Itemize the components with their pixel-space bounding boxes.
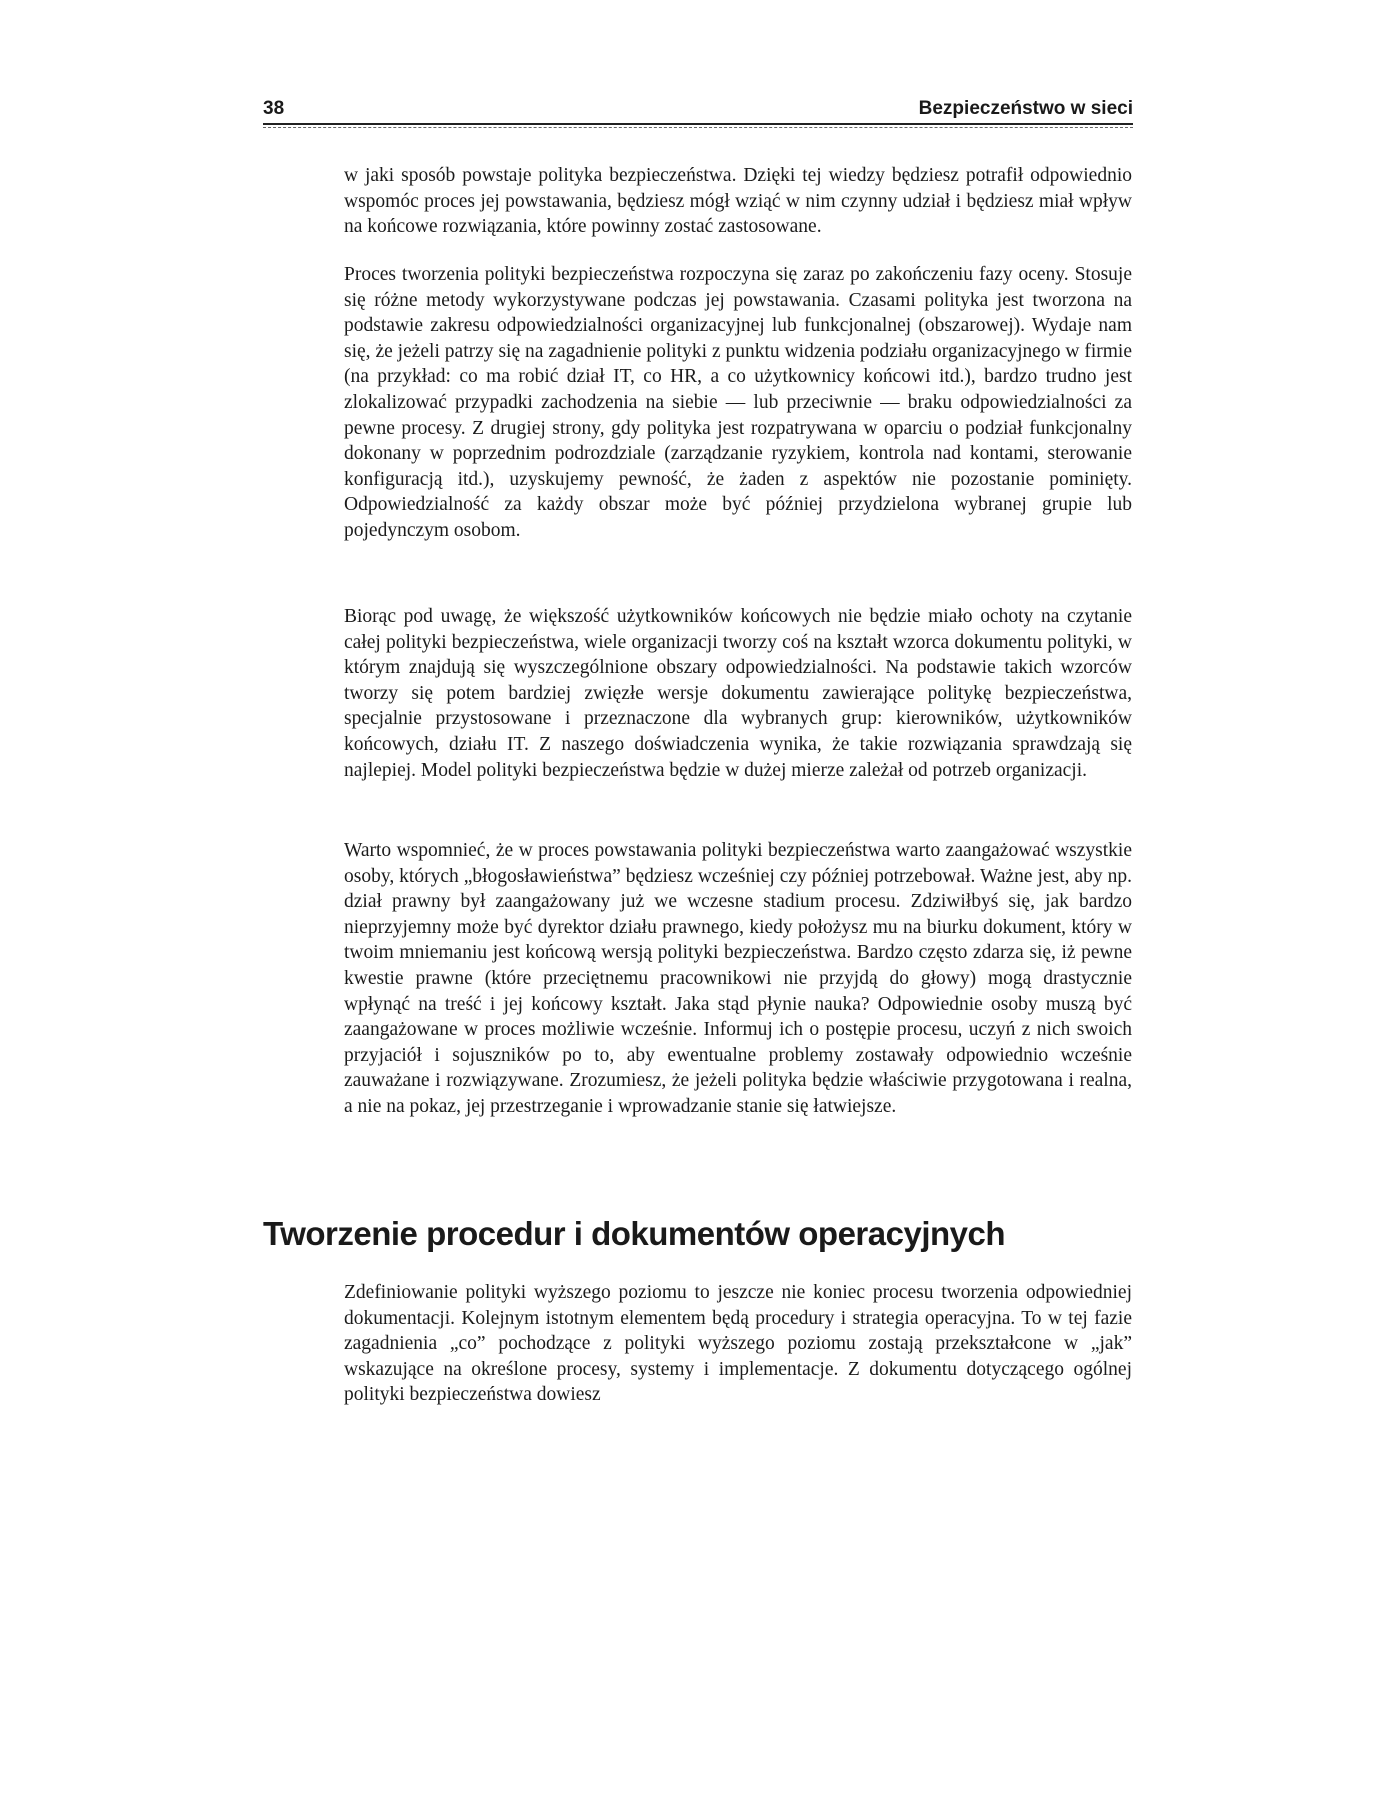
- paragraph-3: Biorąc pod uwagę, że większość użytkowników końcowych nie będzie miało ochoty na czytanie całej polityki bezpieczeństwa, wiele organizacji tworzy coś na kształt wzorca dokumentu polityki, w którym znajdują się wyszczególnione obszary odpowiedzialności. Na podstawie takich wzorców tworzy się potem bardziej zwięzłe wersje dokumentu zawierające politykę bezpieczeństwa, specjalnie przystosowane i przeznaczone dla wybranych grup: kierowników, użytkowników końcowych, działu IT. Z naszego doświadczenia wynika, że takie rozwiązania sprawdzają się najlepiej. Model polityki bezpieczeństwa będzie w dużej mierze zależał od potrzeb organizacji.: [344, 606, 1132, 781]
- paragraph-2: Proces tworzenia polityki bezpieczeństwa rozpoczyna się zaraz po zakończeniu fazy oceny. Stosuje się różne metody wykorzystywane podczas jej powstawania. Czasami polityka jest tworzona na podstawie zakresu odpowiedzialności organizacyjnej lub funkcjonalnej (obszarowej). Wydaje nam się, że jeżeli patrzy się na zagadnienie polityki z punktu widzenia podziału organizacyjnego w firmie (na przykład: co ma robić dział IT, co HR, a co użytkownicy końcowi itd.), bardzo trudno jest zlokalizować przypadki zachodzenia na siebie — lub przeciwnie — braku odpowiedzialności za pewne procesy. Z drugiej strony, gdy polityka jest rozpatrywana w oparciu o podział funkcjonalny dokonany w poprzednim podrozdziale (zarządzanie ryzykiem, kontrola nad kontami, sterowanie konfiguracją itd.), uzyskujemy pewność, że żaden z aspektów nie pozostanie pominięty. Odpowiedzialność za każdy obszar może być później przydzielona wybranej grupie lub pojedynczym osobom.: [344, 264, 1132, 541]
- page-header: [263, 96, 1133, 126]
- header-rule-dashed: [263, 127, 1133, 128]
- running-title: Bezpieczeństwo w sieci: [918, 98, 1133, 119]
- section-heading: Tworzenie procedur i dokumentów operacyjnych: [263, 1215, 1006, 1252]
- header-rule: [263, 123, 1133, 125]
- paragraph-4: Warto wspomnieć, że w proces powstawania polityki bezpieczeństwa warto zaangażować wszystkie osoby, których „błogosławieństwa” będziesz wcześniej czy później potrzebował. Ważne jest, aby np. dział prawny był zaangażowany już we wczesne stadium procesu. Zdziwiłbyś się, jak bardzo nieprzyjemny może być dyrektor działu prawnego, kiedy położysz mu na biurku dokument, który w twoim mniemaniu jest końcową wersją polityki bezpieczeństwa. Bardzo często zdarza się, iż pewne kwestie prawne (które przeciętnemu pracownikowi nie przyjdą do głowy) mogą drastycznie wpłynąć na treść i jej końcowy kształt. Jaka stąd płynie nauka? Odpowiednie osoby muszą być zaangażowane w proces możliwie wcześnie. Informuj ich o postępie procesu, uczyń z nich swoich przyjaciół i sojuszników po to, aby ewentualne problemy zostawały odpowiednio wcześnie zauważane i rozwiązywane. Zrozumiesz, że jeżeli polityka będzie właściwie przygotowana i realna, a nie na pokaz, jej przestrzeganie i wprowadzanie stanie się łatwiejsze.: [344, 840, 1132, 1117]
- section-paragraph-1: Zdefiniowanie polityki wyższego poziomu to jeszcze nie koniec procesu tworzenia odpowiedniej dokumentacji. Kolejnym istotnym elementem będą procedury i strategia operacyjna. To w tej fazie zagadnienia „co” pochodzące z polityki wyższego poziomu zostają przekształcone w „jak” wskazujące na określone procesy, systemy i implementacje. Z dokumentu dotyczącego ogólnej polityki bezpieczeństwa dowiesz: [344, 1282, 1132, 1406]
- paragraph-1: w jaki sposób powstaje polityka bezpieczeństwa. Dzięki tej wiedzy będziesz potrafił odpowiednio wspomóc proces jej powstawania, będziesz mógł wziąć w nim czynny udział i będziesz miał wpływ na końcowe rozwiązania, które powinny zostać zastosowane.: [344, 165, 1132, 238]
- page-number: 38: [263, 98, 285, 119]
